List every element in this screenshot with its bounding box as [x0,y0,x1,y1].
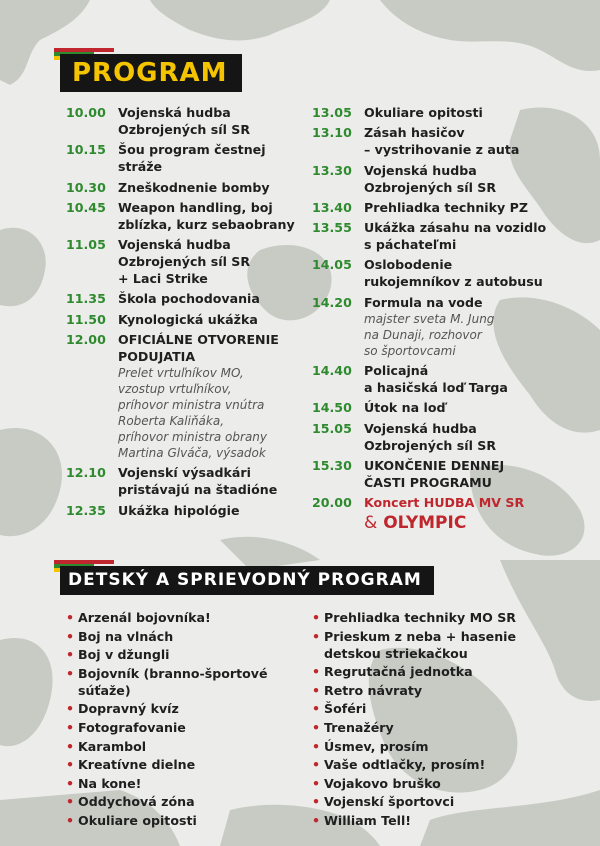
list-item-label: Boj na vlnách [78,628,174,644]
bullet-icon: • [66,738,75,754]
program-title: PROGRAM [60,54,242,92]
kids-left-list [66,609,306,831]
schedule-title: Oslobodenie rukojemníkov z autobusu [364,257,543,290]
schedule-title: OFICIÁLNE OTVORENIE PODUJATIA [118,332,279,365]
schedule-subtitle: Prelet vrtuľníkov MO, vzostup vrtuľníkov, príhovor ministra vnútra Roberta Kaliňáka, príhovor ministra obrany Martina Glváča, výsadok [118,366,267,461]
bullet-icon: • [312,794,321,810]
schedule-title: Koncert HUDBA MV SR [364,495,525,511]
list-item-label: Oddychová zóna [78,794,195,810]
schedule-time: 13.10 [312,125,352,141]
schedule-item [312,124,577,158]
schedule-item [312,420,577,454]
list-item-label: Prieskum z neba + hasenie detskou striekačkou [324,628,517,661]
schedule-title: Útok na loď [364,400,446,416]
ampersand: & [364,513,378,534]
schedule-body [118,179,306,196]
list-item-label: Bojovník (branno-športové súťaže) [78,665,268,698]
list-item [312,719,577,736]
schedule-body [364,362,577,396]
schedule-time: 11.50 [66,311,106,327]
schedule-item [312,219,577,253]
list-item-label: Kreatívne dielne [78,757,196,773]
list-item [66,609,306,626]
bullet-icon: • [312,610,321,625]
band-name: OLYMPIC [383,513,467,534]
schedule-body [118,331,306,461]
schedule-title: Okuliare opitosti [364,105,483,120]
schedule-item [66,464,306,498]
list-item [66,738,306,755]
program-left-column [66,104,306,522]
schedule-body [118,464,306,498]
bullet-icon: • [312,628,321,644]
schedule-time: 13.40 [312,199,352,215]
schedule-title: Ukážka zásahu na vozidlo s páchateľmi [364,220,547,253]
schedule-body [118,502,306,519]
schedule-title: Vojenskí výsadkári pristávajú na štadióne [118,465,278,498]
list-item [312,700,577,717]
schedule-time: 14.40 [312,363,352,379]
schedule-title: Weapon handling, boj zblízka, kurz sebaobrany [118,199,295,232]
schedule-body [364,494,577,534]
schedule-title: Vojenská hudba Ozbrojených síl SR [364,420,497,453]
schedule-time: 13.05 [312,105,352,120]
list-item [312,793,577,810]
schedule-body [364,457,577,491]
schedule-title: Policajná a hasičská loď Targa [364,363,508,396]
list-item-label: Okuliare opitosti [78,812,197,828]
schedule-item [66,502,306,519]
schedule-time: 10.30 [66,179,106,195]
bullet-icon: • [66,628,75,644]
program-banner [60,54,242,92]
list-item-label: Vaše odtlačky, prosím! [324,757,486,773]
schedule-time: 12.10 [66,465,106,481]
schedule-body [364,124,577,158]
schedule-item [312,457,577,491]
list-item-label: Vojakovo bruško [324,775,441,791]
schedule-body [364,294,577,359]
schedule-title: Formula na vode [364,294,483,310]
bullet-icon: • [66,665,75,681]
schedule-item [66,331,306,461]
list-item [66,665,306,699]
schedule-title: Ukážka hipológie [118,502,240,518]
bullet-icon: • [312,775,321,791]
schedule-body [118,236,306,287]
schedule-body [364,256,577,290]
list-item-label: Dopravný kvíz [78,701,179,717]
schedule-time: 13.55 [312,220,352,236]
schedule-body [364,162,577,196]
schedule-body [364,199,577,216]
schedule-title: Zneškodnenie bomby [118,179,270,195]
bullet-icon: • [312,682,321,698]
schedule-item [312,362,577,396]
schedule-time: 10.00 [66,105,106,120]
kids-program-banner [60,566,434,595]
bullet-icon: • [312,719,321,735]
list-item-label: Šoféri [324,701,367,717]
list-item-label: Prehliadka techniky MO SR [324,610,516,625]
schedule-time: 15.05 [312,420,352,436]
schedule-item [66,199,306,233]
list-item [312,609,577,626]
bullet-icon: • [66,757,75,773]
schedule-subtitle: majster sveta M. Jung na Dunaji, rozhovor so športovcami [364,311,495,358]
schedule-item [312,494,577,534]
list-item [66,812,306,829]
schedule-body [364,104,577,121]
list-item [66,756,306,773]
schedule-title: Šou program čestnej stráže [118,142,266,175]
schedule-body [118,141,306,175]
list-item-label: Úsmev, prosím [324,738,429,754]
schedule-time: 12.35 [66,502,106,518]
list-item-label: Arzenál bojovníka! [78,610,211,625]
bullet-icon: • [312,757,321,773]
schedule-title: Vojenská hudba Ozbrojených síl SR [118,105,251,137]
bullet-icon: • [66,794,75,810]
schedule-item [66,290,306,307]
list-item [312,756,577,773]
bullet-icon: • [312,664,321,680]
schedule-title: Škola pochodovania [118,291,260,307]
kids-program-title: DETSKÝ A SPRIEVODNÝ PROGRAM [60,566,434,595]
list-item [312,812,577,829]
schedule-title: UKONČENIE DENNEJ ČASTI PROGRAMU [364,457,505,490]
schedule-item [312,294,577,359]
schedule-title: Kynologická ukážka [118,311,258,327]
schedule-item [66,104,306,138]
list-item-label: Regrutačná jednotka [324,664,473,680]
list-item [66,646,306,663]
list-item [66,793,306,810]
bullet-icon: • [66,701,75,717]
bullet-icon: • [66,812,75,828]
list-item-label: William Tell! [324,812,411,828]
schedule-body [118,290,306,307]
schedule-item [66,236,306,287]
list-item [312,775,577,792]
schedule-body [364,420,577,454]
list-item [66,700,306,717]
schedule-title: Vojenská hudba Ozbrojených síl SR [364,162,497,195]
list-item [66,775,306,792]
program-right-column [312,104,577,538]
schedule-item [312,199,577,216]
list-item-label: Karambol [78,738,147,754]
schedule-time: 10.15 [66,142,106,158]
list-item-label: Fotografovanie [78,719,186,735]
schedule-item [66,311,306,328]
schedule-item [66,141,306,175]
schedule-time: 20.00 [312,495,352,511]
list-item [312,628,577,662]
bullet-icon: • [66,610,75,625]
list-item-label: Trenažéry [324,719,394,735]
list-item-label: Retro návraty [324,682,423,698]
schedule-time: 10.45 [66,199,106,215]
list-item [312,738,577,755]
list-item [312,682,577,699]
schedule-time: 13.30 [312,162,352,178]
schedule-item [312,104,577,121]
schedule-title: Vojenská hudba Ozbrojených síl SR + Laci Strike [118,237,251,287]
schedule-item [312,399,577,416]
schedule-body [364,219,577,253]
schedule-title: Zásah hasičov – vystrihovanie z auta [364,125,520,158]
bullet-icon: • [312,738,321,754]
schedule-body [364,399,577,416]
schedule-time: 12.00 [66,332,106,348]
schedule-body [118,199,306,233]
schedule-title: Prehliadka techniky PZ [364,199,528,215]
schedule-item [66,179,306,196]
schedule-item [312,162,577,196]
bullet-icon: • [66,719,75,735]
schedule-time: 11.05 [66,237,106,253]
concert-headliner [364,512,577,534]
bullet-icon: • [312,812,321,828]
schedule-body [118,104,306,138]
schedule-time: 14.50 [312,400,352,416]
list-item [66,628,306,645]
list-item-label: Na kone! [78,775,142,791]
kids-right-list [312,609,577,831]
schedule-time: 11.35 [66,291,106,307]
schedule-time: 14.20 [312,294,352,310]
list-item-label: Vojenskí športovci [324,794,455,810]
schedule-body [118,311,306,328]
list-item [66,719,306,736]
bullet-icon: • [312,701,321,717]
list-item [312,663,577,680]
schedule-time: 14.05 [312,257,352,273]
schedule-time: 15.30 [312,457,352,473]
schedule-item [312,256,577,290]
list-item-label: Boj v džungli [78,647,170,663]
bullet-icon: • [66,647,75,663]
bullet-icon: • [66,775,75,791]
